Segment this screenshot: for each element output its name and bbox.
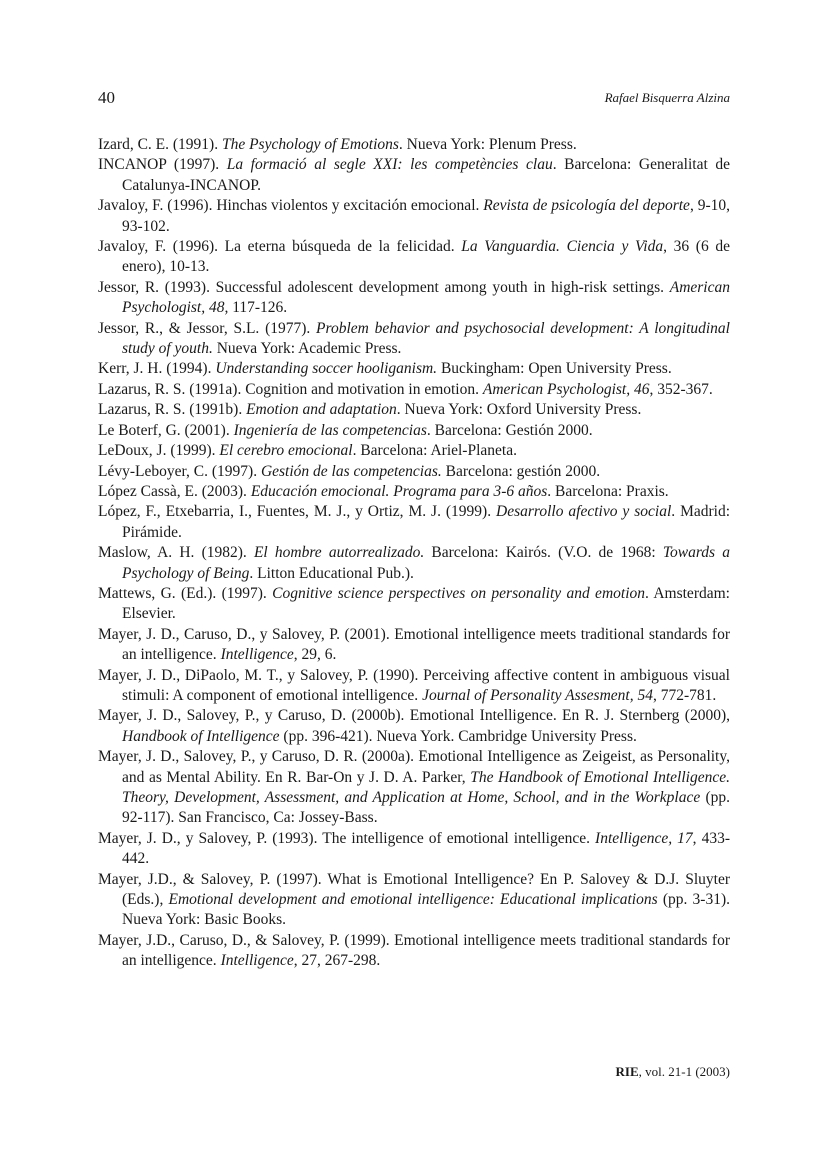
reference-text-segment: Barcelona: Kairós. (V.O. de 1968: <box>424 544 663 562</box>
reference-italic-segment: Desarrollo afectivo y social <box>496 503 672 521</box>
reference-italic-segment: El hombre autorrealizado. <box>253 544 425 562</box>
reference-italic-segment: American Psychologist, 46 <box>482 380 650 398</box>
reference-text-segment: , 27, 267-298. <box>293 952 381 970</box>
page-number: 40 <box>98 88 115 107</box>
reference-text-segment: INCANOP (1997). <box>98 156 227 174</box>
reference-text-segment: Mayer, J. D., y Salovey, P. (1993). The intelligence of emotional intelligence. <box>98 829 596 847</box>
reference-entry <box>98 237 730 278</box>
reference-text-segment: (pp. 92-117). San Francisco, Ca: Jossey-Bass. <box>122 789 730 827</box>
reference-entry <box>98 278 730 319</box>
reference-text-segment: Mayer, J. D., DiPaolo, M. T., y Salovey, P. (1990). Perceiving affective content in ambiguous visual stimuli: A component of emotional intelligence. <box>98 666 730 704</box>
reference-italic-segment: The Psychology of Emotions <box>221 136 399 153</box>
reference-entry <box>98 196 730 237</box>
reference-text-segment: , 36 (6 de enero), 10-13. <box>122 238 730 276</box>
reference-entry <box>98 666 730 707</box>
reference-text-segment: López, F., Etxebarria, I., Fuentes, M. J., y Ortiz, M. J. (1999). <box>98 503 497 521</box>
reference-italic-segment: The Handbook of Emotional Intelligence. Theory, Development, Assessment, and Application at Home, School, and in the Workplace <box>122 768 730 806</box>
reference-text-segment: . Barcelona: Praxis. <box>547 482 669 500</box>
reference-text-segment: Jessor, R., & Jessor, S.L. (1977). <box>98 319 317 337</box>
reference-entry <box>98 462 730 482</box>
reference-text-segment: (pp. 396-421). Nueva York. Cambridge University Press. <box>279 727 637 745</box>
reference-text-segment: Le Boterf, G. (2001). <box>98 421 234 439</box>
reference-text-segment: Maslow, A. H. (1982). <box>98 544 254 562</box>
reference-entry <box>98 870 730 931</box>
reference-text-segment: Javaloy, F. (1996). La eterna búsqueda de la felicidad. <box>98 238 462 256</box>
reference-text-segment: . Barcelona: Generalitat de Catalunya-INCANOP. <box>122 156 730 194</box>
reference-text-segment: Lazarus, R. S. (1991a). Cognition and motivation in emotion. <box>98 380 483 398</box>
reference-text-segment: Lévy-Leboyer, C. (1997). <box>98 462 261 480</box>
reference-italic-segment: American Psychologist, 48, <box>122 278 730 317</box>
reference-entry <box>98 359 730 379</box>
running-header-author: Rafael Bisquerra Alzina <box>604 90 730 105</box>
reference-entry <box>98 155 730 196</box>
reference-text-segment: Mayer, J. D., Salovey, P., y Caruso, D. (2000b). Emotional Intelligence. En R. J. Sternberg (2000), <box>98 707 730 725</box>
reference-text-segment: , 29, 6. <box>293 646 337 664</box>
reference-italic-segment: Emotion and adaptation <box>246 401 397 419</box>
reference-text-segment: (pp. 3-31). Nueva York: Basic Books. <box>122 891 730 929</box>
reference-entry <box>98 625 730 666</box>
reference-italic-segment: La formació al segle XXI: les competències clau <box>226 156 553 174</box>
reference-entry <box>98 706 730 747</box>
reference-entry <box>98 747 730 829</box>
reference-text-segment: LeDoux, J. (1999). <box>98 442 220 460</box>
reference-list <box>98 135 730 972</box>
reference-italic-segment: El cerebro emocional <box>219 442 353 460</box>
reference-text-segment: López Cassà, E. (2003). <box>98 482 251 500</box>
reference-italic-segment: Gestión de las competencias. <box>260 462 442 480</box>
reference-text-segment: Kerr, J. H. (1994). <box>98 360 216 378</box>
reference-italic-segment: Handbook of Intelligence <box>122 727 280 745</box>
reference-text-segment: , 9-10, 93-102. <box>122 197 730 235</box>
reference-entry <box>98 319 730 360</box>
reference-entry <box>98 135 730 155</box>
reference-entry <box>98 584 730 625</box>
reference-text-segment: Mayer, J.D., & Salovey, P. (1997). What is Emotional Intelligence? En P. Salovey & D.J. Sluyter (Eds.), <box>98 870 730 909</box>
reference-text-segment: . Madrid: Pirámide. <box>122 503 731 541</box>
reference-italic-segment: Towards a Psychology of Being <box>122 544 730 582</box>
reference-italic-segment: Intelligence <box>220 952 294 970</box>
reference-italic-segment: Ingeniería de las competencias <box>233 421 427 439</box>
reference-entry <box>98 441 730 461</box>
reference-text-segment: , 772-781. <box>652 686 717 704</box>
reference-text-segment: Buckingham: Open University Press. <box>437 360 672 378</box>
reference-text-segment: Mayer, J. D., Salovey, P., y Caruso, D. R. (2000a). Emotional Intelligence as Zeigeist, as Personality, and as Mental Ability. En R. Bar-On y J. D. A. Parker, <box>98 748 730 786</box>
journal-name: RIE <box>615 1064 639 1079</box>
reference-text-segment: . Barcelona: Ariel-Planeta. <box>352 442 517 460</box>
reference-entry <box>98 421 730 441</box>
reference-text-segment: Jessor, R. (1993). Successful adolescent development among youth in high-risk settings. <box>98 278 670 296</box>
journal-volume: , vol. 21-1 (2003) <box>638 1064 730 1079</box>
reference-text-segment: , 352-367. <box>649 380 713 398</box>
reference-italic-segment: Journal of Personality Assesment, 54 <box>422 686 653 704</box>
reference-italic-segment: La Vanguardia. Ciencia y Vida <box>461 238 664 256</box>
reference-entry <box>98 543 730 584</box>
reference-entry <box>98 931 730 972</box>
reference-italic-segment: Educación emocional. Programa para 3-6 años <box>250 482 548 500</box>
reference-italic-segment: Intelligence <box>220 646 294 664</box>
reference-text-segment: Javaloy, F. (1996). Hinchas violentos y excitación emocional. <box>98 197 484 215</box>
reference-italic-segment: Understanding soccer hooliganism. <box>215 360 438 378</box>
reference-italic-segment: Intelligence, 17 <box>595 829 693 847</box>
reference-text-segment: Mayer, J.D., Caruso, D., & Salovey, P. (1999). Emotional intelligence meets traditional standards for an intelligence. <box>98 931 730 970</box>
footer-journal-info <box>616 1064 730 1080</box>
reference-text-segment: . Nueva York: Plenum Press. <box>398 136 577 153</box>
reference-text-segment: . Barcelona: Gestión 2000. <box>426 421 593 439</box>
reference-text-segment: Mayer, J. D., Caruso, D., y Salovey, P. (2001). Emotional intelligence meets traditional standards for an intelligence. <box>98 625 730 664</box>
reference-italic-segment: Emotional development and emotional intelligence: Educational implications <box>168 891 658 909</box>
reference-entry <box>98 482 730 502</box>
reference-text-segment: Nueva York: Academic Press. <box>212 340 402 358</box>
reference-entry <box>98 400 730 420</box>
reference-text-segment: , 433-442. <box>122 829 731 868</box>
reference-text-segment: Lazarus, R. S. (1991b). <box>98 401 247 419</box>
reference-italic-segment: Problem behavior and psychosocial development: A longitudinal study of youth. <box>122 319 730 358</box>
reference-entry <box>98 502 730 543</box>
reference-entry <box>98 380 730 400</box>
reference-text-segment: . Litton Educational Pub.). <box>249 564 414 582</box>
reference-text-segment: . Amsterdam: Elsevier. <box>122 584 730 623</box>
reference-text-segment: Mattews, G. (Ed.). (1997). <box>98 584 273 602</box>
reference-text-segment: Barcelona: gestión 2000. <box>441 462 601 480</box>
reference-entry <box>98 829 730 870</box>
reference-text-segment: Izard, C. E. (1991). <box>98 136 222 153</box>
reference-text-segment: . Nueva York: Oxford University Press. <box>396 401 642 419</box>
reference-italic-segment: Revista de psicología del deporte <box>483 197 690 215</box>
reference-italic-segment: Cognitive science perspectives on personality and emotion <box>272 584 645 602</box>
reference-text-segment: 117-126. <box>228 299 288 317</box>
